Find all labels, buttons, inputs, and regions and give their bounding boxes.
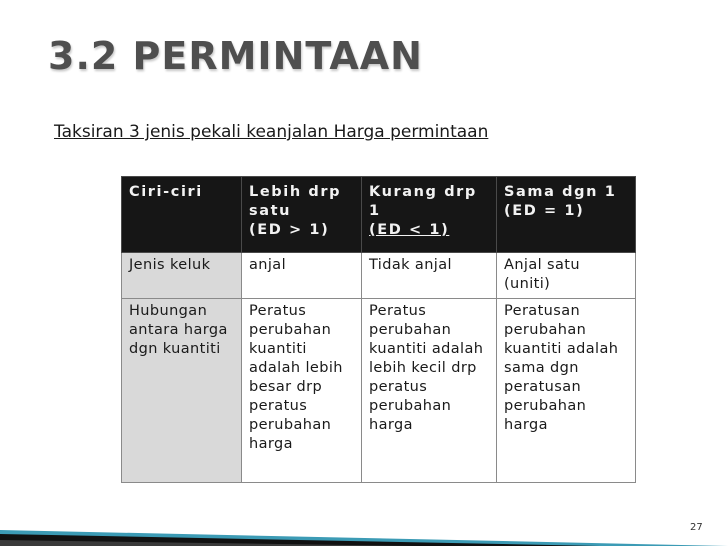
- header-cell-ciri: [122, 177, 242, 253]
- header-cell-kurang: [362, 177, 497, 253]
- header-kurang-line2: 1: [369, 203, 381, 219]
- header-kurang-line1: Kurang drp: [369, 184, 477, 200]
- header-lebih-line3: (ED > 1): [249, 222, 330, 238]
- table-row: [122, 253, 636, 299]
- header-kurang-line3: (ED < 1): [369, 222, 450, 238]
- cell-lebih-hubungan: Peratus perubahan kuantiti adalah lebih besar drp peratus perubahan harga: [242, 299, 362, 483]
- page-number: 27: [690, 522, 703, 533]
- cell-kurang-jenis: Tidak anjal: [362, 253, 497, 299]
- cell-kurang-hubungan: Peratus perubahan kuantiti adalah lebih kecil drp peratus perubahan harga: [362, 299, 497, 483]
- header-sama-line2: (ED = 1): [504, 203, 585, 219]
- header-lebih-line1: Lebih drp: [249, 184, 342, 200]
- header-sama-line1: Sama dgn 1: [504, 184, 617, 200]
- header-lebih-line2: satu: [249, 203, 292, 219]
- slide-subtitle: Taksiran 3 jenis pekali keanjalan Harga permintaan: [54, 122, 489, 142]
- row-label-hubungan: Hubungan antara harga dgn kuantiti: [122, 299, 242, 483]
- slide-title: 3.2 PERMINTAAN: [48, 34, 423, 78]
- table-header-row: [122, 177, 636, 253]
- header-cell-sama: [497, 177, 636, 253]
- row-label-jenis-keluk: Jenis keluk: [122, 253, 242, 299]
- cell-lebih-jenis: anjal: [242, 253, 362, 299]
- elasticity-table: [121, 176, 636, 483]
- table-row: [122, 299, 636, 483]
- cell-sama-hubungan: Peratusan perubahan kuantiti adalah sama dgn peratusan perubahan harga: [497, 299, 636, 483]
- decorative-swoosh: [0, 490, 728, 546]
- header-cell-lebih: [242, 177, 362, 253]
- cell-sama-jenis: Anjal satu (uniti): [497, 253, 636, 299]
- header-ciri-label: Ciri-ciri: [129, 184, 203, 200]
